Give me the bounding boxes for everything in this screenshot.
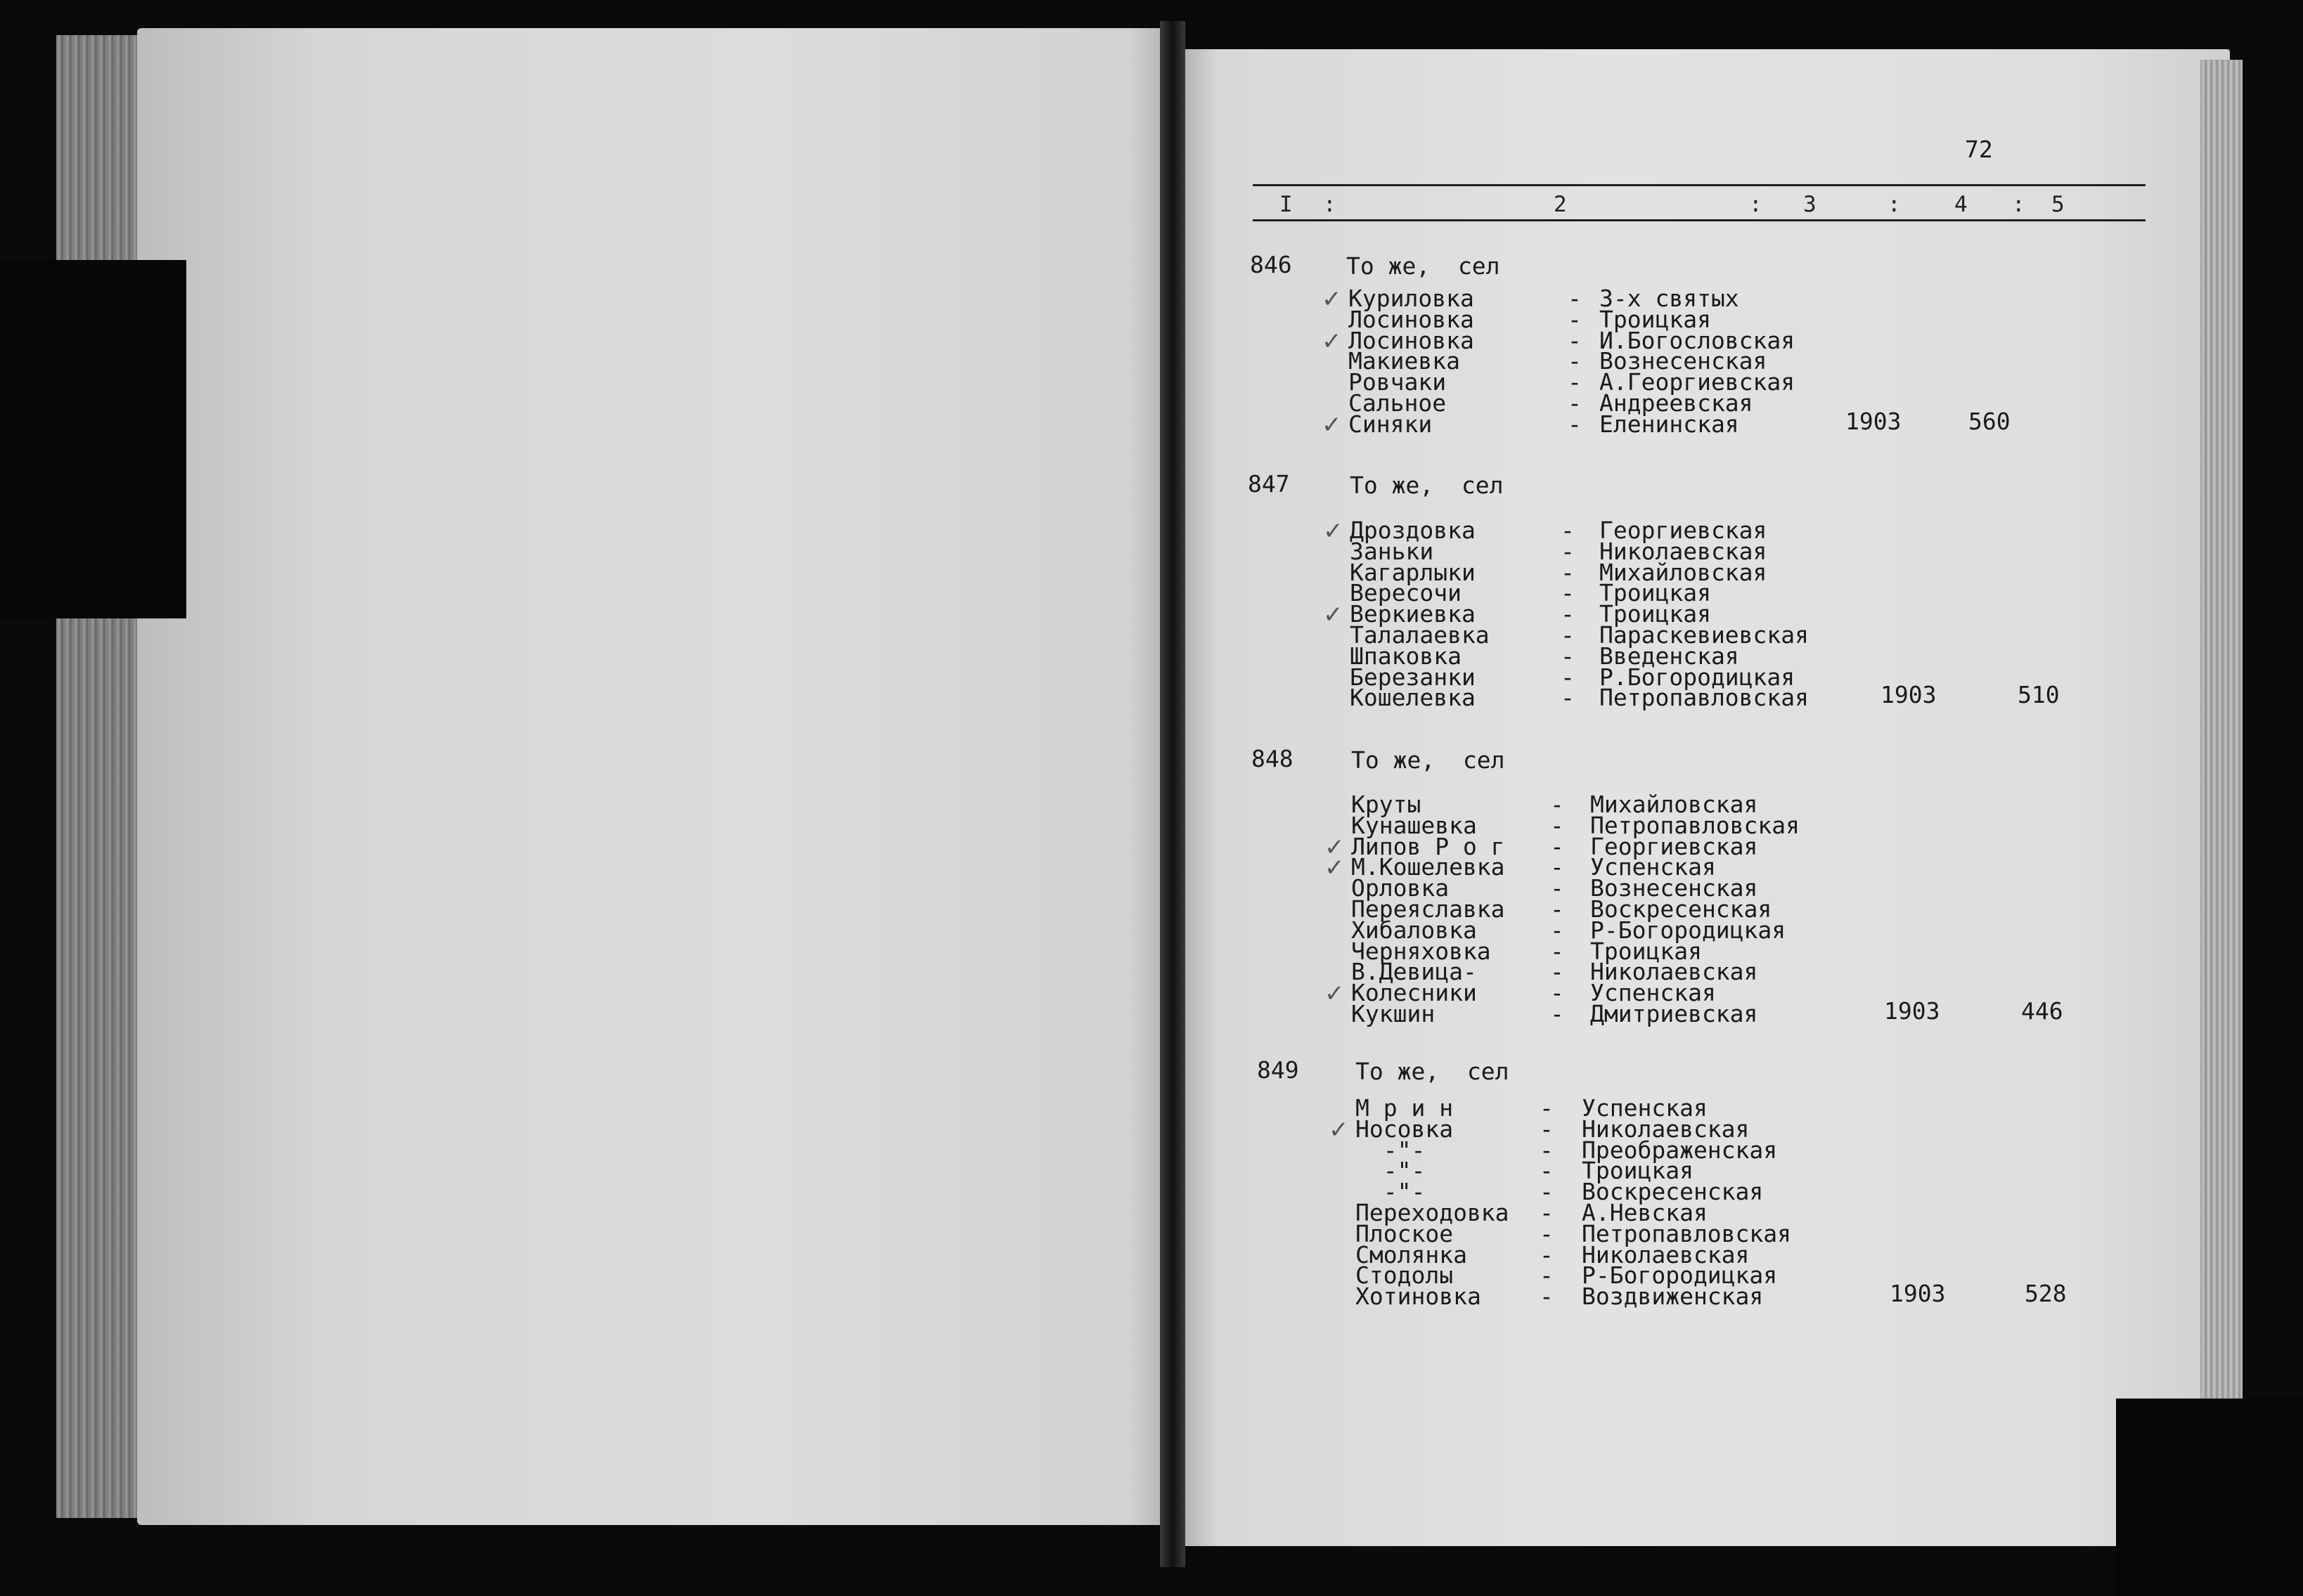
village-name: Вересочи [1350, 579, 1462, 607]
row-dash: - [1550, 832, 1564, 860]
village-name: Талалаевка [1350, 621, 1490, 649]
church-name: Воскресенская [1590, 895, 1772, 923]
village-name: Орловка [1351, 874, 1450, 902]
header-sep-2: : [1749, 192, 1762, 217]
village-name: Смолянка [1355, 1240, 1467, 1269]
church-name: Михайловская [1599, 558, 1767, 586]
village-name: Хибаловка [1351, 916, 1477, 944]
village-name: М р и н [1355, 1094, 1454, 1122]
church-name: И.Богословская [1599, 326, 1795, 354]
church-name: Петропавловская [1582, 1219, 1792, 1247]
row-dash: - [1568, 410, 1582, 438]
village-name: Переходовка [1355, 1199, 1509, 1226]
row-dash: - [1540, 1199, 1554, 1226]
entry-title: То же, сел [1355, 1058, 1509, 1085]
row-dash: - [1568, 305, 1582, 333]
church-name: Николаевская [1590, 958, 1758, 986]
row-dash: - [1561, 537, 1575, 565]
church-name: Георгиевская [1590, 832, 1758, 860]
row-dash: - [1561, 558, 1575, 586]
check-mark-icon: ✓ [1322, 285, 1342, 313]
village-name: Ровчаки [1348, 368, 1447, 396]
count-value: 560 [1968, 407, 2011, 435]
row-dash: - [1561, 621, 1575, 649]
header-col-4: 4 [1954, 192, 1968, 217]
village-name: Дроздовка [1350, 517, 1476, 544]
row-dash: - [1540, 1240, 1554, 1269]
village-name: Плоское [1355, 1219, 1454, 1247]
entry-number: 848 [1251, 745, 1294, 772]
village-name: Круты [1351, 791, 1421, 818]
village-name: Колесники [1351, 979, 1477, 1007]
village-name: Кукшин [1351, 1000, 1436, 1027]
village-name: Заньки [1350, 537, 1434, 565]
church-name: Троицкая [1582, 1157, 1694, 1185]
church-name: Троицкая [1590, 937, 1702, 965]
row-dash: - [1568, 389, 1582, 417]
church-name: 3-х святых [1599, 285, 1739, 312]
row-dash: - [1550, 979, 1564, 1007]
church-name: Николаевская [1582, 1115, 1750, 1143]
church-name: Троицкая [1599, 600, 1711, 628]
row-dash: - [1540, 1219, 1554, 1247]
year-value: 1903 [1881, 681, 1937, 709]
row-dash: - [1568, 326, 1582, 354]
header-col-5: 5 [2051, 192, 2065, 217]
check-mark-icon: ✓ [1324, 833, 1345, 862]
village-name: Синяки [1348, 410, 1433, 438]
row-dash: - [1540, 1261, 1554, 1290]
church-name: Троицкая [1599, 579, 1711, 607]
row-dash: - [1561, 600, 1575, 628]
village-name: Шпаковка [1350, 642, 1462, 670]
church-name: Успенская [1590, 979, 1716, 1007]
check-mark-icon: ✓ [1329, 1115, 1349, 1144]
row-dash: - [1540, 1283, 1554, 1311]
church-name: Р-Богородицкая [1582, 1261, 1778, 1290]
row-dash: - [1550, 1000, 1564, 1027]
church-name: Михайловская [1590, 791, 1758, 818]
church-name: Андреевская [1599, 389, 1753, 417]
row-dash: - [1550, 937, 1564, 965]
entry-number: 849 [1257, 1056, 1299, 1084]
entry-title: То же, сел [1351, 746, 1505, 774]
row-dash: - [1540, 1136, 1554, 1164]
right-page-stack-edge [2200, 60, 2243, 1507]
header-sep-1: : [1323, 192, 1336, 217]
row-dash: - [1540, 1094, 1554, 1122]
check-mark-icon: ✓ [1324, 980, 1345, 1008]
church-name: Дмитриевская [1590, 1000, 1758, 1027]
church-name: Успенская [1590, 853, 1716, 881]
village-name: Сальное [1348, 389, 1447, 417]
row-dash: - [1561, 579, 1575, 607]
row-dash: - [1568, 368, 1582, 396]
church-name: Р.Богородицкая [1599, 663, 1795, 691]
book-gutter [1160, 21, 1185, 1567]
church-name: Вознесенская [1599, 347, 1767, 375]
left-page-stack-edge [56, 35, 148, 1518]
row-dash: - [1561, 684, 1575, 712]
village-name: Носовка [1355, 1115, 1454, 1143]
left-page [137, 28, 1181, 1525]
entry-title: То же, сел [1350, 472, 1504, 499]
church-name: Воскресенская [1582, 1178, 1764, 1206]
church-name: Воздвиженская [1582, 1283, 1764, 1311]
village-name: Веркиевка [1350, 600, 1476, 628]
row-dash: - [1550, 874, 1564, 902]
row-dash: - [1550, 916, 1564, 944]
page-number: 72 [1965, 136, 1993, 163]
row-dash: - [1561, 517, 1575, 544]
church-name: Троицкая [1599, 305, 1711, 333]
count-value: 446 [2021, 997, 2063, 1025]
row-dash: - [1550, 895, 1564, 923]
header-sep-3: : [1888, 192, 1901, 217]
count-value: 528 [2025, 1280, 2067, 1308]
village-name: Лосиновка [1348, 326, 1474, 354]
village-name: Макиевка [1348, 347, 1460, 375]
row-dash: - [1561, 642, 1575, 670]
church-name: Петропавловская [1599, 684, 1809, 712]
entry-number: 846 [1250, 251, 1292, 278]
row-dash: - [1540, 1157, 1554, 1185]
entry-number: 847 [1248, 470, 1290, 498]
header-col-3: 3 [1803, 192, 1817, 217]
row-dash: - [1550, 958, 1564, 986]
church-name: Вознесенская [1590, 874, 1758, 902]
left-black-tab [0, 260, 186, 618]
header-col-1: I [1279, 192, 1293, 217]
church-name: Успенская [1582, 1094, 1708, 1122]
village-name: Куриловка [1348, 285, 1474, 312]
church-name: Р-Богородицкая [1590, 916, 1786, 944]
header-col-2: 2 [1554, 192, 1567, 217]
row-dash: - [1568, 285, 1582, 312]
church-name: Николаевская [1582, 1240, 1750, 1269]
village-name: Кошелевка [1350, 684, 1476, 712]
entry-title: То же, сел [1346, 252, 1500, 280]
row-dash: - [1540, 1178, 1554, 1206]
church-name: Еленинская [1599, 410, 1739, 438]
village-name: Липов Р о г [1351, 832, 1505, 860]
church-name: Николаевская [1599, 537, 1767, 565]
row-dash: - [1568, 347, 1582, 375]
village-name: Черняховка [1351, 937, 1491, 965]
row-dash: - [1550, 853, 1564, 881]
row-dash: - [1550, 791, 1564, 818]
village-name: Лосиновка [1348, 305, 1474, 333]
header-top-rule [1253, 184, 2146, 186]
check-mark-icon: ✓ [1322, 327, 1342, 356]
check-mark-icon: ✓ [1323, 601, 1343, 630]
row-dash: - [1550, 811, 1564, 839]
village-name: Хотиновка [1355, 1283, 1481, 1311]
village-name: Стодолы [1355, 1261, 1454, 1290]
church-name: А.Невская [1582, 1199, 1708, 1226]
check-mark-icon: ✓ [1323, 517, 1343, 545]
header-sep-4: : [2012, 192, 2025, 217]
church-name: Петропавловская [1590, 811, 1800, 839]
year-value: 1903 [1884, 997, 1940, 1025]
header-bottom-rule [1253, 219, 2146, 221]
village-name: М.Кошелевка [1351, 853, 1505, 881]
church-name: Георгиевская [1599, 517, 1767, 544]
church-name: А.Георгиевская [1599, 368, 1795, 396]
village-name: Кунашевка [1351, 811, 1477, 839]
village-name: -"- [1355, 1136, 1426, 1164]
church-name: Введенская [1599, 642, 1739, 670]
village-name: Кагарлыки [1350, 558, 1476, 586]
village-name: Березанки [1350, 663, 1476, 691]
count-value: 510 [2018, 681, 2060, 709]
check-mark-icon: ✓ [1324, 854, 1345, 883]
row-dash: - [1561, 663, 1575, 691]
village-name: -"- [1355, 1178, 1426, 1206]
check-mark-icon: ✓ [1322, 410, 1342, 439]
church-name: Параскевиевская [1599, 621, 1809, 649]
right-black-tab [2116, 1399, 2303, 1596]
village-name: -"- [1355, 1157, 1426, 1185]
village-name: Переяславка [1351, 895, 1505, 923]
year-value: 1903 [1890, 1280, 1946, 1308]
church-name: Преображенская [1582, 1136, 1778, 1164]
village-name: В.Девица- [1351, 958, 1477, 986]
row-dash: - [1540, 1115, 1554, 1143]
year-value: 1903 [1845, 407, 1902, 435]
